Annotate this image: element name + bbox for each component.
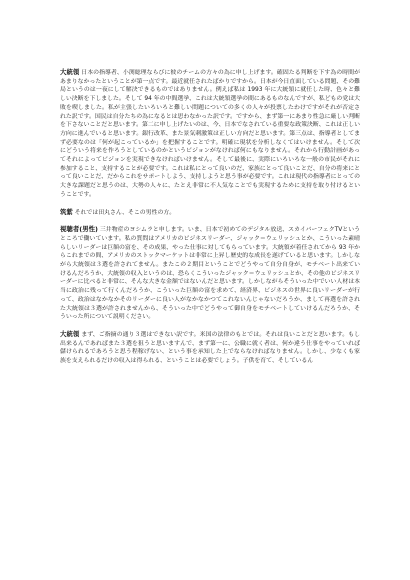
speaker-label: 視聴者(男性)	[60, 225, 98, 234]
paragraph-president-1	[60, 68, 360, 200]
paragraph-text: 三井物産のヨシムラと申します。いま、日本で初めてのデジタル放送、スカイパーフェクTVというところで働いています。私の質問はアメリカのビジネスリーダー、ジャック＝ウェリッシュとか、こういった素晴らしいリーダーは巨額の富を、その成果、やった仕事に対してもらっています。大統領が着任されてから 93 年からこれまでの間、アメリカのストックマーケットは非常に上昇し歴史的な成長を遂げていると思います。しかしながら大統領は３選を許されてません。またこの２期目ということでどうやって自分自身が、モチベート出来ていけるんだろうか、大統領の収入というのは、恐らくこういったジャック＝ウェリッシュとか、その他のビジネスリーダーに比べると非常に、そんな大きな金額ではないんだと思います。しかしながらそういった中でいい人材は本当に政治に残って行くんだろうか、こういった巨額の富を求めて、経済界、ビジネスの世界に良いリーダーが行って、政治はなかなかそのリーダーに良い人がなかなかつてこれないんじゃないだろうか、まして再選を許された大統領は３選が許されませんから、そういった中でどうやって御自身をモチベートしていけるんだろうか、そういった所について説明ください。	[60, 227, 361, 321]
paragraph-president-2	[60, 330, 360, 366]
speaker-label: 大統領	[60, 68, 80, 76]
paragraph-text: それでは田丸さん、そこの男性の方。	[74, 209, 176, 216]
paragraph-text: まず、ご指摘の通り３選はできない訳です。米国の法律のもとでは。それは良いことだと思います。もし出来るんであればまた３選を狙うと思いますんで、まず第一に、公職に就く者は、何か違う仕事をやっていれば儲けられるであろうと思う程稼げない、という事を承知した上でならなければなりません。しかし、少なくも家族を支えられるだけの収入は得られる、ということは必要でしょう。子供を育て、そしているん	[60, 331, 361, 365]
paragraph-text: 日本の指導者、小渕総理ならびに彼のチームの方々の為に申し上げます。確固たる判断を下す為の時間があまりなかったということが第一点です。最近就任されたばかりですから。日本が今日直面している問題、その難局というのは一夜にして解決できるものではありません。例えば私は 1993 年に大統領に就任した時、色々と難しい決断を下しました。そして 94 年の中間選挙、これは大統領選挙の間にあるものなんですが、私どもの党は大敗を喫しました。私が主張したいろいろと難しい問題についての多くの人々が投票したわけですがそれが否定された訳です。国民は自分たちの為になるとは思わなかった訳です。ですから、まず第一にあまり性急に厳しい判断を下さないことだと思います。第二に申し上げたいのは、今、日本でなされている重要な政策決断、これは正しい方向に進んでいると思います。銀行改革、また景気刺激策は正しい方向だと思います。第三点は、指導者としてまず必要なのは「何が起こっているか」を把握することです。明確に現状を分析しなくてはいけません。そして次にどういう将来を作ろうとしているのかというビジョンがなければ何にもなりません。それから行動計画があってそれによってビジョンを実現できなければいけません。そして最後に、実際にいろいろな一般の市民がそれに参加すること、支持することが必要です。これは私にとって良いのだ、家族にとって良いことだ、自分の将来にとって良いことだ、だからこれをサポートしよう、支持しようと思う事が必要です。これは現代の指導者にとっての大きな課題だと思うのは、大勢の人々に、たとえ非常に不人気なことでも実現するために支持を取り付けるということです。	[60, 70, 361, 198]
paragraph-audience-male	[60, 225, 360, 322]
speaker-label: 筑紫	[60, 207, 73, 216]
paragraph-chikushi	[60, 208, 360, 218]
speaker-label: 大統領	[60, 329, 80, 338]
